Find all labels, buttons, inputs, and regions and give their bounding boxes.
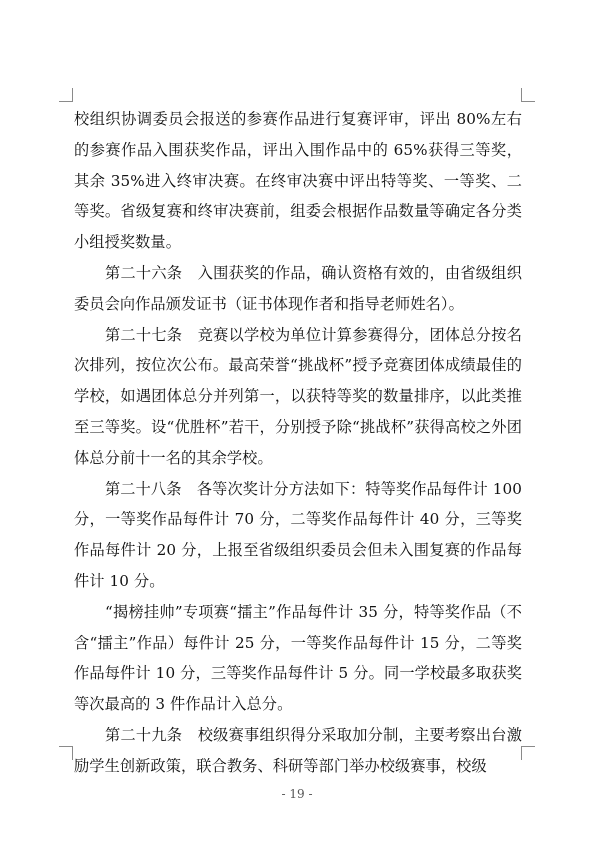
paragraph-article-26: 第二十六条 入围获奖的作品，确认资格有效的，由省级组织委员会向作品颁发证书（证书体现作者和指导老师姓名）。: [74, 263, 522, 313]
paragraph-article-28: 第二十八条 各等次奖计分方法如下：特等奖作品每件计 100 分，一等奖作品每件计 70 分，二等奖作品每件计 40 分，三等奖作品每件计 20 分，上报至省级组织委员会但未入围复赛的作品每件计 10 分。: [74, 479, 522, 590]
paragraph-continuation: 校组织协调委员会报送的参赛作品进行复赛评审，评出 80%左右的参赛作品入围获奖作品，评出入围作品中的 65%获得三等奖，其余 35%进入终审决赛。在终审决赛中评出特等奖、一等奖、二等奖。省级复赛和终审决赛前，组委会根据作品数量等确定各分类小组授奖数量。: [74, 110, 522, 252]
paragraph-article-27: 第二十七条 竞赛以学校为单位计算参赛得分，团体总分按名次排列，按位次公布。最高荣誉“挑战杯”授予竞赛团体成绩最佳的学校，如遇团体总分并列第一，以获特等奖的数量排序，以此类推至三等奖。设“优胜杯”若干，分别授予除“挑战杯”获得高校之外团体总分前十一名的其余学校。: [74, 325, 522, 467]
document-body: [74, 104, 522, 782]
page-number: - 19 -: [281, 787, 313, 801]
paragraph-article-29: 第二十九条 校级赛事组织得分采取加分制，主要考察出台激励学生创新政策，联合教务、科研等部门举办校级赛事，校级: [74, 725, 522, 775]
crop-mark-top-right: [521, 88, 535, 102]
crop-mark-bottom-left: [59, 746, 73, 760]
crop-mark-top-left: [59, 88, 73, 102]
crop-mark-bottom-right: [521, 746, 535, 760]
paragraph-special-contest-scoring: “揭榜挂帅”专项赛“擂主”作品每件计 35 分，特等奖作品（不含“擂主”作品）每件计 25 分，一等奖作品每件计 15 分，二等奖作品每件计 10 分，三等奖作品每件计 5 分。同一学校最多取获奖等次最高的 3 件作品计入总分。: [74, 602, 522, 714]
